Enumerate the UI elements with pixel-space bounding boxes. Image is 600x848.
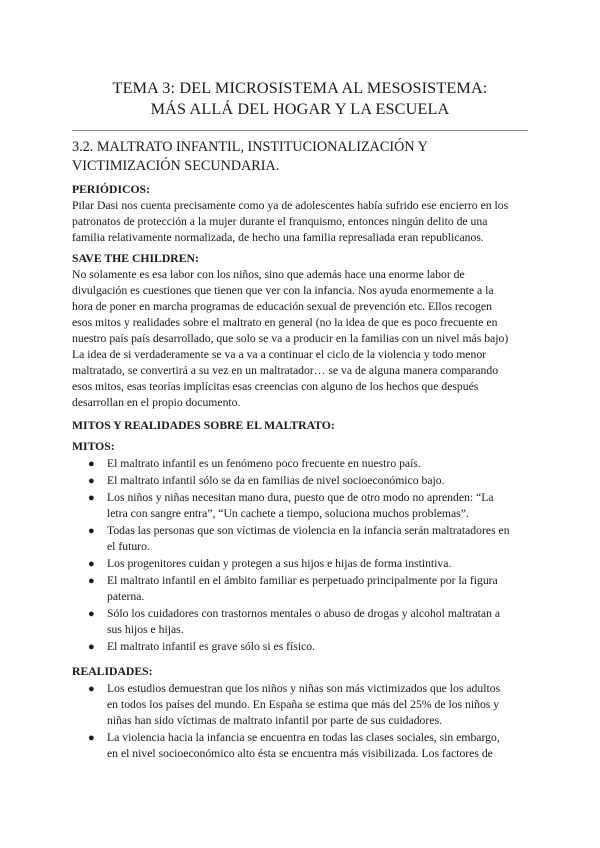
list-item-text: El maltrato infantil sólo se da en familias de nivel socioeconómico bajo. [107, 474, 445, 487]
section-heading-line-1: 3.2. MALTRATO INFANTIL, INSTITUCIONALIZACIÓN Y [72, 139, 428, 155]
document-title [70, 78, 530, 120]
title-divider [72, 130, 528, 131]
list-item-text: Los estudios demuestran que los niños y niñas son más victimizados que los adultos [107, 682, 501, 695]
paragraph-line: esos mitos, esas teorías implícitas esas creencias con alguno de los hechos que después [72, 380, 479, 393]
list-item [72, 523, 528, 555]
paragraph-line: hora de poner en marcha programas de educación sexual de prevención etc. Ellos recogen [72, 300, 492, 313]
list-item-text: El maltrato infantil es un fenómeno poco frecuente en nuestro país. [107, 457, 421, 470]
section-heading-line-2: VICTIMIZACIÓN SECUNDARIA. [72, 158, 280, 174]
bullet-icon: ● [88, 641, 95, 653]
list-item-text: El maltrato infantil en el ámbito familiar es perpetuado principalmente por la figura [107, 574, 498, 587]
paragraph-line: nuestro país país desarrollado, que solo se va a producir en la familias con un nivel más bajo) [72, 332, 509, 345]
save-the-children-paragraph [72, 267, 528, 411]
bullet-icon: ● [88, 492, 95, 504]
bullet-icon: ● [88, 608, 95, 620]
paragraph-line: Pilar Dasi nos cuenta precisamente como ya de adolescentes había sufrido ese encierro en los [72, 199, 509, 212]
realidades-heading: REALIDADES: [72, 665, 153, 678]
bullet-icon: ● [88, 475, 95, 487]
list-item [72, 473, 528, 489]
list-item-text: paterna. [107, 590, 145, 603]
save-the-children-heading: SAVE THE CHILDREN: [72, 252, 199, 265]
list-item [72, 639, 528, 655]
mitos-list [72, 456, 528, 655]
document-body [72, 138, 528, 766]
bullet-icon: ● [88, 732, 95, 744]
list-item-text: sus hijos e hijas. [107, 623, 184, 636]
list-item-text: Todas las personas que son víctimas de violencia en la infancia serán maltratadores en [107, 524, 510, 537]
bullet-icon: ● [88, 575, 95, 587]
list-item-text: en el nivel socioeconómico alto ésta se encuentra más visibilizada. Los factores de [107, 747, 493, 760]
periodicos-paragraph [72, 198, 528, 246]
paragraph-line: No solamente es esa labor con los niños, sino que además hace una enorme labor de [72, 268, 465, 281]
list-item [72, 606, 528, 638]
title-line-1: TEMA 3: DEL MICROSISTEMA AL MESOSISTEMA: [112, 79, 488, 97]
list-item [72, 573, 528, 605]
list-item [72, 456, 528, 472]
paragraph-line: familia relativamente normalizada, de hecho una familia represaliada eran republicanos. [72, 231, 484, 244]
list-item [72, 490, 528, 522]
list-item-text: Los progenitores cuidan y protegen a sus hijos e hijas de forma instintiva. [107, 557, 452, 570]
mitos-realidades-heading: MITOS Y REALIDADES SOBRE EL MALTRATO: [72, 419, 335, 432]
title-line-2: MÁS ALLÁ DEL HOGAR Y LA ESCUELA [150, 100, 450, 118]
bullet-icon: ● [88, 525, 95, 537]
paragraph-line: patronatos de protección a la mujer durante el franquismo, entonces ningún delito de una [72, 215, 488, 228]
paragraph-line: divulgación es cuestiones que tienen que ver con la infancia. Nos ayuda enormemente a la [72, 284, 494, 297]
bullet-icon: ● [88, 458, 95, 470]
list-item [72, 681, 528, 729]
periodicos-heading: PERIÓDICOS: [72, 183, 150, 196]
list-item-text: el futuro. [107, 540, 150, 553]
list-item [72, 556, 528, 572]
bullet-icon: ● [88, 683, 95, 695]
paragraph-line: esos mitos y realidades sobre el maltrato en general (no la idea de que es poco frecuente en [72, 316, 498, 329]
list-item-text: niñas han sido víctimas de maltrato infantil por parte de sus cuidadores. [107, 714, 442, 727]
paragraph-line: La idea de si verdaderamente se va a va a continuar el ciclo de la violencia y todo menor [72, 348, 487, 361]
list-item-text: Sólo los cuidadores con trastornos mentales o abuso de drogas y alcohol maltratan a [107, 607, 501, 620]
section-heading [72, 138, 528, 176]
paragraph-line: maltratado, se convertirá a su vez en un maltratador… se va de alguna manera comparando [72, 364, 499, 377]
list-item-text: letra con sangre entra”, “Un cachete a tiempo, soluciona muchos problemas”. [107, 507, 469, 520]
list-item [72, 730, 528, 762]
list-item-text: La violencia hacia la infancia se encuentra en todas las clases sociales, sin embargo, [107, 731, 500, 744]
realidades-list [72, 681, 528, 762]
bullet-icon: ● [88, 558, 95, 570]
list-item-text: Los niños y niñas necesitan mano dura, puesto que de otro modo no aprenden: “La [107, 491, 494, 504]
list-item-text: El maltrato infantil es grave sólo si es físico. [107, 640, 316, 653]
mitos-heading: MITOS: [72, 440, 115, 453]
paragraph-line: desarrollan en el propio documento. [72, 396, 241, 409]
list-item-text: en todos los países del mundo. En España se estima que más del 25% de los niños y [107, 698, 500, 711]
